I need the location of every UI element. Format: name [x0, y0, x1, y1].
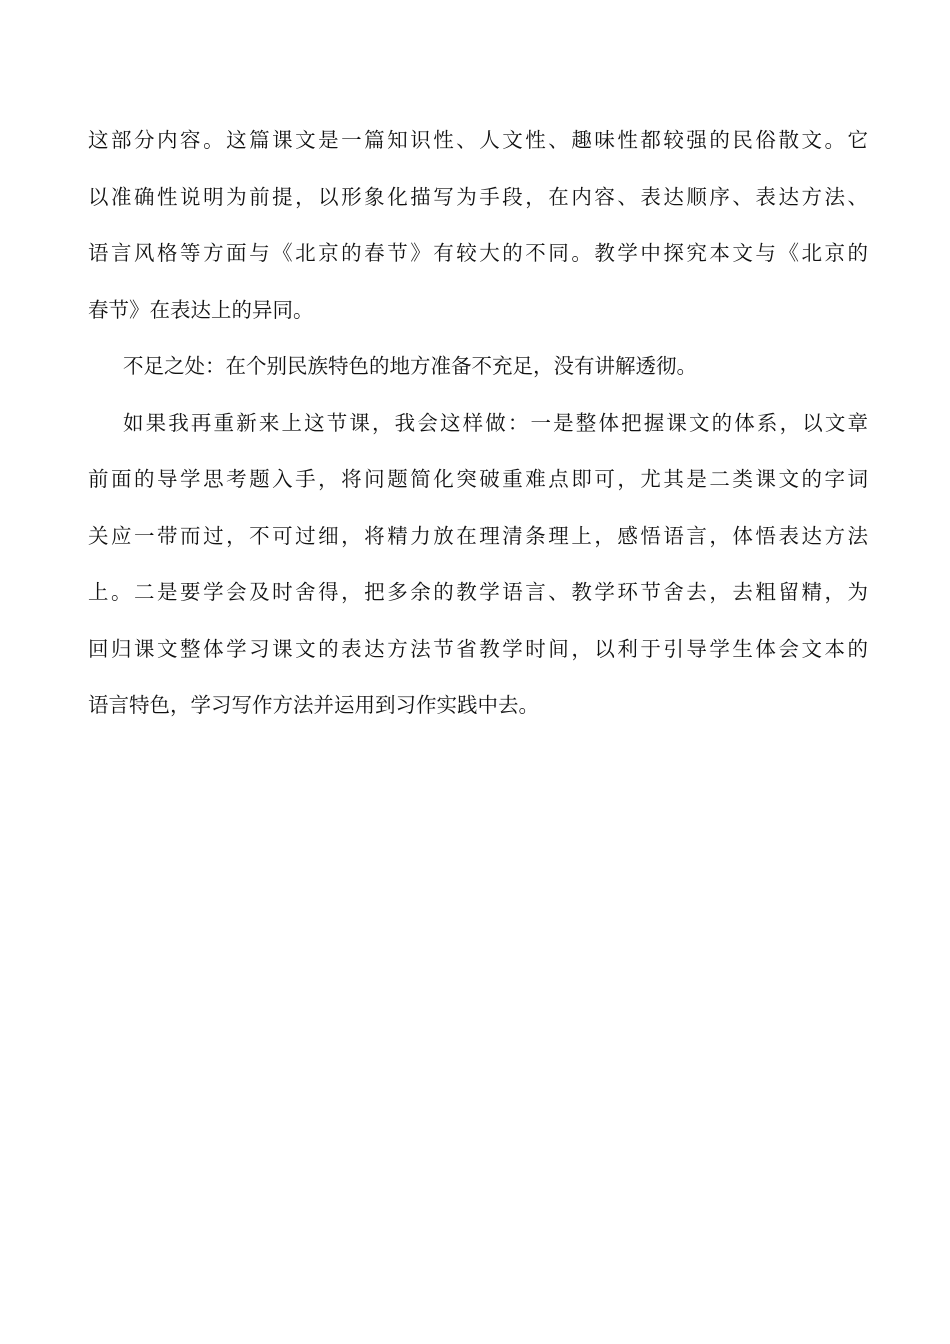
paragraph-line: 这部分内容。这篇课文是一篇知识性、人文性、趣味性都较强的民俗散文。它 — [88, 128, 868, 152]
paragraph-line: 语言风格等方面与《北京的春节》有较大的不同。教学中探究本文与《北京的 — [88, 241, 868, 265]
paragraph-line: 以准确性说明为前提，以形象化描写为手段，在内容、表达顺序、表达方法、 — [88, 184, 868, 209]
paragraph-3 — [88, 401, 868, 740]
paragraph-1 — [88, 118, 868, 344]
paragraph-line: 不足之处：在个别民族特色的地方准备不充足，没有讲解透彻。 — [123, 354, 697, 378]
paragraph-line: 春节》在表达上的异同。 — [88, 297, 314, 322]
paragraph-2 — [88, 344, 868, 401]
paragraph-line: 关应一带而过，不可过细，将精力放在理清条理上，感悟语言，体悟表达方法 — [88, 523, 868, 548]
paragraph-line: 回归课文整体学习课文的表达方法节省教学时间，以利于引导学生体会文本的 — [88, 636, 868, 661]
paragraph-line: 语言特色，学习写作方法并运用到习作实践中去。 — [88, 693, 539, 717]
paragraph-line: 如果我再重新来上这节课，我会这样做：一是整体把握课文的体系，以文章 — [123, 410, 868, 435]
document-body — [88, 118, 868, 740]
paragraph-line: 上。二是要学会及时舍得，把多余的教学语言、教学环节舍去，去粗留精，为 — [88, 580, 868, 604]
paragraph-line: 前面的导学思考题入手，将问题简化突破重难点即可，尤其是二类课文的字词 — [88, 467, 868, 491]
